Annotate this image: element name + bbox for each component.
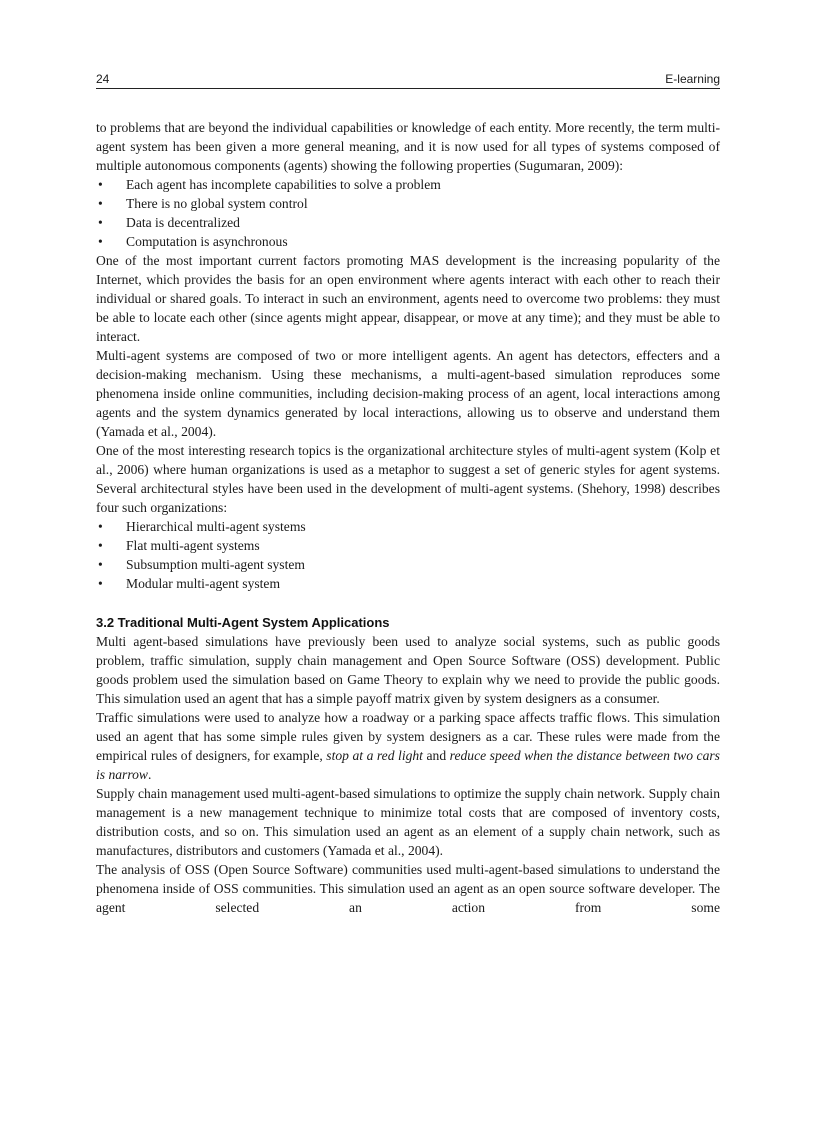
list-item: • Subsumption multi-agent system [96, 555, 720, 574]
paragraph-oss: The analysis of OSS (Open Source Software) communities used multi-agent-based simulations to understand the phenomena inside of OSS communities. This simulation used an agent as an open source software developer. The agent selected an action from some [96, 862, 720, 915]
list-item: • Flat multi-agent systems [96, 536, 720, 555]
paragraph-architecture: One of the most interesting research topics is the organizational architecture styles of multi-agent system (Kolp et al., 2006) where human organizations is used as a metaphor to suggest a set of generic styles for agent systems. Several architectural styles have been used in the development of multi-agent systems. (Shehory, 1998) describes four such organizations: [96, 443, 720, 515]
paragraph-supply-chain: Supply chain management used multi-agent-based simulations to optimize the supply chain network. Supply chain management is a new management technique to minimize total costs that are composed of inventory costs, distribution costs, and so on. This simulation used an agent as an element of a supply chain network, such as manufactures, distributors and customers (Yamada et al., 2004). [96, 786, 720, 858]
paragraph-traffic [96, 708, 720, 784]
page-number: 24 [96, 72, 110, 86]
list-item: • Modular multi-agent system [96, 574, 720, 593]
paragraph-applications: Multi agent-based simulations have previously been used to analyze social systems, such as public goods problem, traffic simulation, supply chain management and Open Source Software (OSS) development. Public goods problem used the simulation based on Game Theory to explain why we need to provide the public goods. This simulation used an agent that has a simple payoff matrix given by system designers as a consumer. [96, 634, 720, 706]
list-item: • Hierarchical multi-agent systems [96, 517, 720, 536]
list-item: • There is no global system control [96, 194, 720, 213]
running-title: E-learning [665, 72, 720, 86]
paragraph-mas-composition: Multi-agent systems are composed of two or more intelligent agents. An agent has detectors, effecters and a decision-making mechanism. Using these mechanisms, a multi-agent-based simulation reproduces some phenomena inside online communities, including decision-making process of an agent, local interactions among agents and the system dynamics generated by local interactions, allowing us to observe and understand them (Yamada et al., 2004). [96, 348, 720, 439]
traffic-text-after: . [148, 767, 152, 782]
section-heading: 3.2 Traditional Multi-Agent System Applications [96, 615, 390, 630]
list-item: • Each agent has incomplete capabilities to solve a problem [96, 175, 720, 194]
italic-example-red-light: stop at a red light [326, 748, 423, 763]
traffic-text-middle: and [422, 748, 450, 763]
paragraph-intro: to problems that are beyond the individual capabilities or knowledge of each entity. More recently, the term multi-agent system has been given a more general meaning, and it is now used for all types of systems composed of multiple autonomous components (agents) showing the following properties (Sugumaran, 2009): [96, 120, 720, 173]
paragraph-internet: One of the most important current factors promoting MAS development is the increasing popularity of the Internet, which provides the basis for an open environment where agents interact with each other to reach their individual or shared goals. To interact in such an environment, agents need to overcome two problems: they must be able to locate each other (since agents might appear, disappear, or move at any time); and they must be able to interact. [96, 253, 720, 344]
italic-example-reduce-speed: reduce speed when the distance between two cars is narrow [96, 748, 720, 782]
list-item: • Computation is asynchronous [96, 232, 720, 251]
properties-list [96, 175, 720, 251]
body-text [96, 118, 720, 917]
list-item: • Data is decentralized [96, 213, 720, 232]
organizations-list [96, 517, 720, 593]
running-header [96, 72, 720, 89]
traffic-text-before: Traffic simulations were used to analyze how a roadway or a parking space affects traffic flows. This simulation used an agent that has some simple rules given by system designers as a car. These rules were made from the empirical rules of designers, for example, [96, 710, 720, 763]
